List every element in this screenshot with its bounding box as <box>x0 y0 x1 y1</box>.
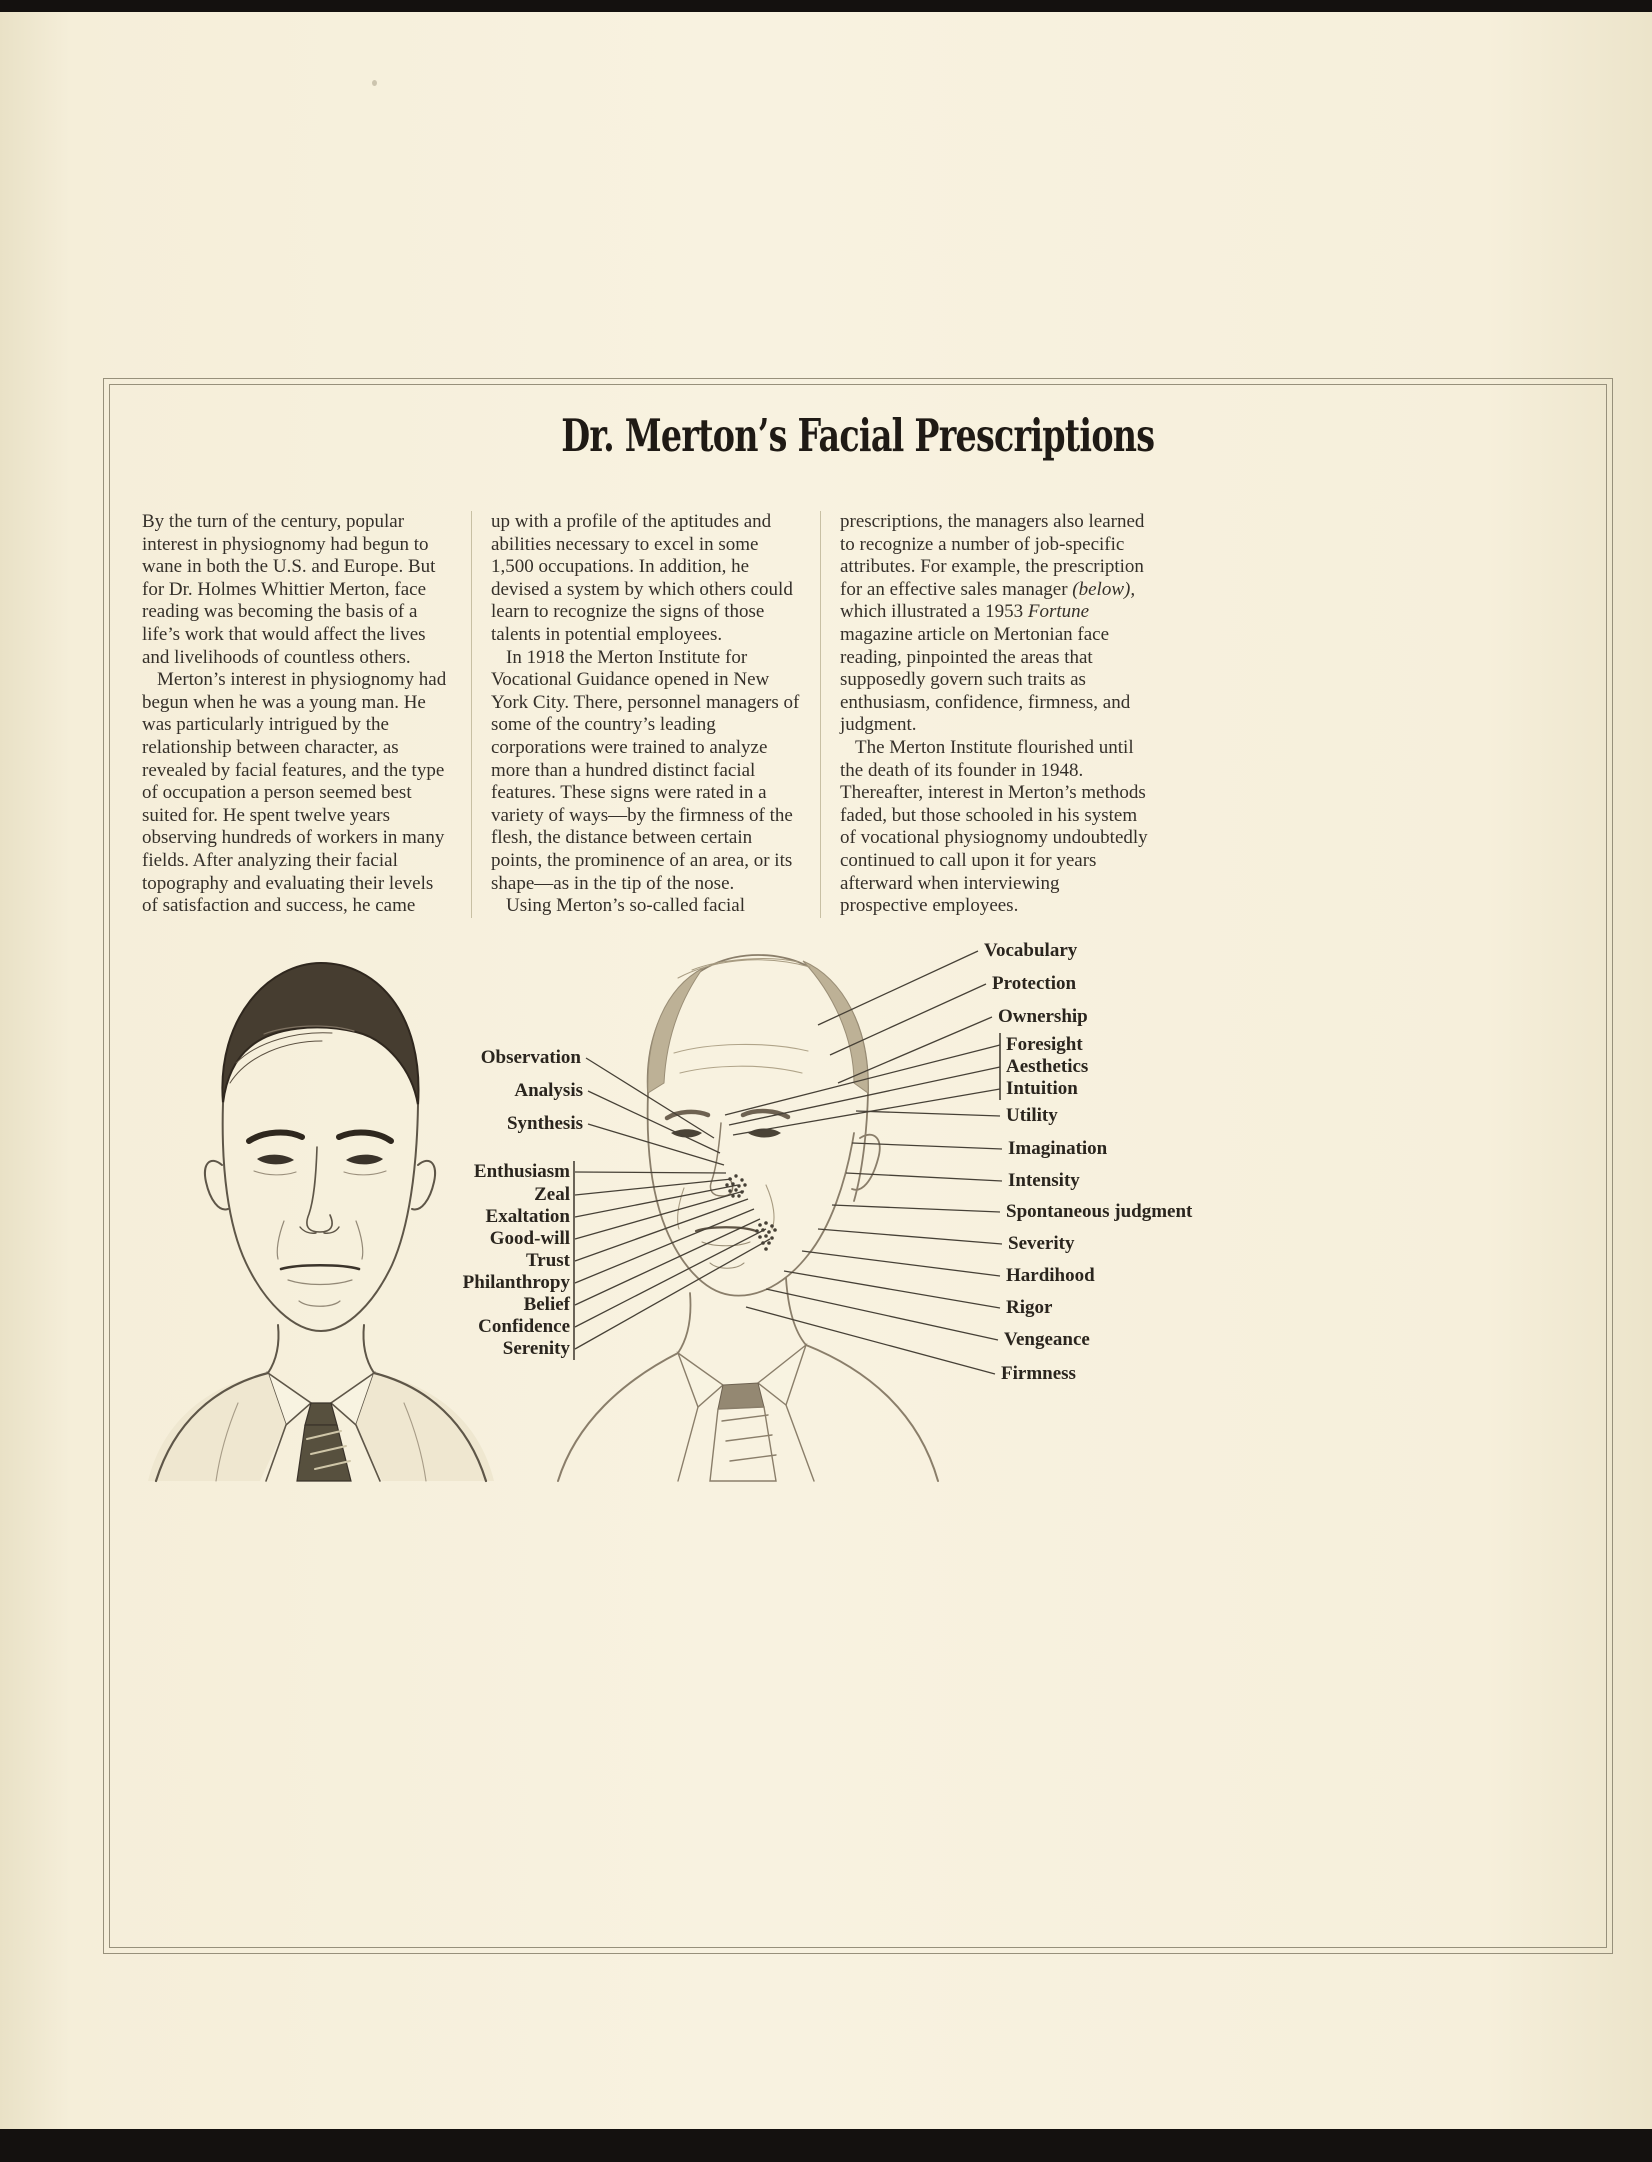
paragraph-italic-fortune: Fortune <box>1027 601 1090 623</box>
eye <box>671 1129 702 1137</box>
trait-label-exaltation: Exaltation <box>485 1206 570 1227</box>
tie <box>297 1425 351 1481</box>
page-title <box>110 409 1606 462</box>
nose <box>710 1123 732 1196</box>
trait-label-intuition: Intuition <box>1006 1078 1078 1099</box>
trait-label-serenity: Serenity <box>502 1338 570 1359</box>
trait-label-protection: Protection <box>992 973 1077 994</box>
top-edge-band <box>0 0 1652 12</box>
eye <box>346 1155 383 1165</box>
jacket-lapels <box>678 1405 814 1481</box>
paragraph <box>840 511 1150 737</box>
paragraph-text: prescriptions, the managers also learned to recognize a number of job-specific attributes. For example, the prescription for an effective sales manager <box>840 511 1145 600</box>
paragraph: In 1918 the Merton Institute for Vocational Guidance opened in New York City. There, personnel managers of some of the country’s leading corporations were trained to analyze more than a hundred distinct facial features. These signs were rated in a variety of ways—by the firmness of the flesh, the distance between certain points, the prominence of an area, or its shape—as in the tip of the nose. <box>491 646 800 894</box>
eye <box>257 1155 294 1165</box>
hair <box>648 968 703 1093</box>
neck <box>678 1278 806 1353</box>
paragraph: The Merton Institute flourished until the death of its founder in 1948. Thereafter, interest in Merton’s methods faded, but those schooled in his system of vocational physiognomy undoubtedly continued to call upon it for years afterward when interviewing prospective employees. <box>840 736 1148 917</box>
hair <box>222 963 418 1105</box>
trait-label-severity: Severity <box>1008 1233 1075 1254</box>
nose <box>307 1147 332 1232</box>
trait-label-rigor: Rigor <box>1006 1297 1053 1318</box>
trait-label-intensity: Intensity <box>1008 1170 1080 1191</box>
article-frame <box>103 378 1613 1954</box>
annotated-face-illustration <box>558 955 938 1481</box>
tie-knot <box>305 1403 337 1425</box>
hair <box>803 961 868 1093</box>
trait-label-good-will: Good-will <box>489 1228 570 1249</box>
article-columns <box>142 511 1150 918</box>
tie-knot <box>718 1383 764 1409</box>
scan-speck <box>372 80 377 86</box>
eyebrow <box>249 1132 302 1141</box>
trait-label-aesthetics: Aesthetics <box>1006 1056 1089 1077</box>
trait-label-vocabulary: Vocabulary <box>984 940 1078 961</box>
stipple-chin-region <box>755 1221 777 1251</box>
collar <box>678 1353 723 1407</box>
trait-label-foresight: Foresight <box>1006 1034 1083 1055</box>
text-column-3 <box>820 511 1150 918</box>
article-frame-inner-rule <box>109 384 1607 1948</box>
bottom-edge-band <box>0 2129 1652 2162</box>
trait-label-philanthropy: Philanthropy <box>462 1272 570 1293</box>
trait-label-hardihood: Hardihood <box>1006 1265 1095 1286</box>
trait-label-observation: Observation <box>480 1047 581 1068</box>
text-column-1 <box>142 511 452 918</box>
trait-label-enthusiasm: Enthusiasm <box>473 1161 570 1182</box>
collar <box>758 1345 806 1405</box>
paragraph: Merton’s interest in physiognomy had begun when he was a young man. He was particularly intrigued by the relationship between character, as revealed by facial features, and the type of occupation a person seemed best suited for. He spent twelve years observing hundreds of workers in many fields. After analyzing their facial topography and evaluating their levels of satisfaction and success, he came <box>142 669 447 917</box>
paragraph-italic-below: (below), <box>1072 578 1136 600</box>
trait-label-firmness: Firmness <box>1001 1363 1076 1384</box>
face-outline <box>648 1093 854 1296</box>
trait-label-analysis: Analysis <box>514 1080 583 1101</box>
face-diagram <box>118 933 1308 1493</box>
paragraph: Using Merton’s so-called facial <box>506 895 746 917</box>
title-area <box>110 409 1606 462</box>
neck <box>268 1325 374 1373</box>
paragraph: up with a profile of the aptitudes and abilities necessary to excel in some 1,500 occupations. In addition, he devised a system by which others could learn to recognize the signs of those talents in potential employees. <box>491 511 793 645</box>
trait-label-imagination: Imagination <box>1008 1138 1108 1159</box>
page-title-text: Dr. Merton’s Facial Prescriptions <box>561 409 1155 462</box>
trait-label-belief: Belief <box>523 1294 570 1315</box>
paragraph: By the turn of the century, popular interest in physiognomy had begun to wane in both the U.S. and Europe. But for Dr. Holmes Whittier Merton, face reading was becoming the basis of a life’s work that would affect the lives and livelihoods of countless others. <box>142 511 436 668</box>
trait-label-spontaneous-judgment: Spontaneous judgment <box>1006 1201 1193 1222</box>
jacket-shoulders <box>558 1345 938 1481</box>
callout-lines <box>574 951 1002 1374</box>
trait-label-trust: Trust <box>526 1250 570 1271</box>
trait-label-utility: Utility <box>1006 1105 1058 1126</box>
left-portrait-illustration <box>148 963 494 1481</box>
eyebrow <box>339 1132 391 1141</box>
paragraph-text: magazine article on Mertonian face reading, pinpointed the areas that supposedly govern such traits as enthusiasm, confidence, firmness, and judgment. <box>840 623 1131 736</box>
trait-label-vengeance: Vengeance <box>1004 1329 1090 1350</box>
paragraph-text: which illustrated a 1953 <box>840 601 1028 623</box>
trait-label-confidence: Confidence <box>478 1316 570 1337</box>
mouth <box>281 1265 359 1269</box>
trait-label-synthesis: Synthesis <box>506 1113 583 1134</box>
trait-label-ownership: Ownership <box>998 1006 1088 1027</box>
text-column-2 <box>471 511 801 918</box>
trait-label-zeal: Zeal <box>534 1184 570 1205</box>
